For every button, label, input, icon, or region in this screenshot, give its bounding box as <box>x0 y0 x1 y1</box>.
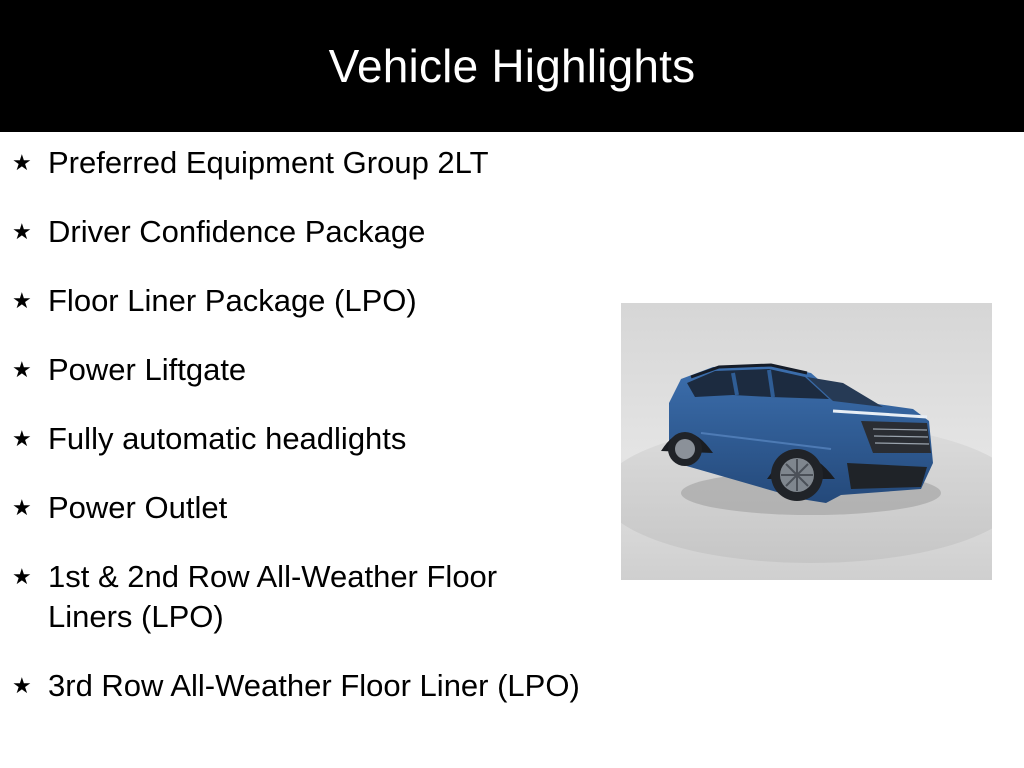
list-item <box>12 557 582 637</box>
list-item-label: 1st & 2nd Row All-Weather Floor Liners (LPO) <box>48 559 498 634</box>
star-icon: ★ <box>12 288 32 313</box>
star-icon: ★ <box>12 426 32 451</box>
star-icon: ★ <box>12 150 32 175</box>
list-item-label: Fully automatic headlights <box>48 421 407 456</box>
star-icon: ★ <box>12 564 32 589</box>
list-item-label: 3rd Row All-Weather Floor Liner (LPO) <box>48 668 580 703</box>
list-item <box>12 666 582 706</box>
header-banner <box>0 0 1024 132</box>
star-icon: ★ <box>12 219 32 244</box>
list-item-label: Power Outlet <box>48 490 228 525</box>
list-item-label: Driver Confidence Package <box>48 214 426 249</box>
star-icon: ★ <box>12 357 32 382</box>
page-title: Vehicle Highlights <box>328 40 696 92</box>
highlights-list <box>12 143 582 735</box>
list-item-label: Floor Liner Package (LPO) <box>48 283 417 318</box>
list-item <box>12 350 582 390</box>
list-item <box>12 488 582 528</box>
list-item <box>12 281 582 321</box>
star-icon: ★ <box>12 673 32 698</box>
list-item <box>12 419 582 459</box>
list-item-label: Preferred Equipment Group 2LT <box>48 145 489 180</box>
vehicle-photo <box>621 303 992 580</box>
star-icon: ★ <box>12 495 32 520</box>
list-item <box>12 143 582 183</box>
list-item <box>12 212 582 252</box>
list-item-label: Power Liftgate <box>48 352 247 387</box>
